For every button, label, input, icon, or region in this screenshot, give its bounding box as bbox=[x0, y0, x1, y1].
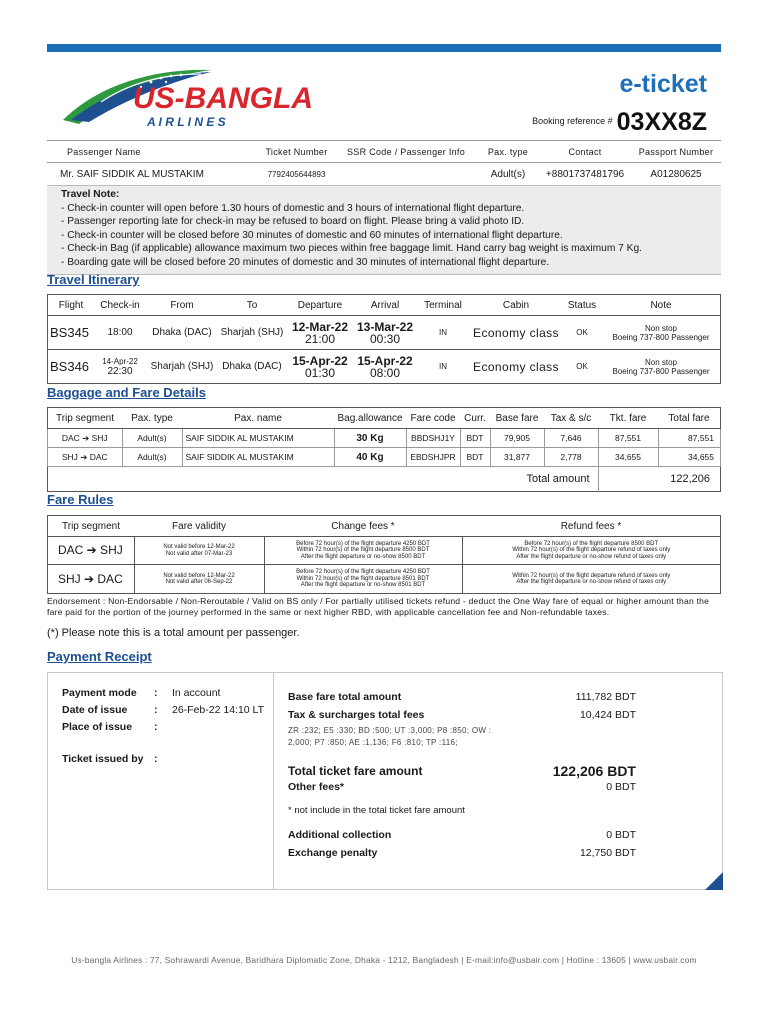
place-of-issue-row: Place of issue : bbox=[62, 721, 158, 733]
logo-wordmark: US-BANGLA bbox=[133, 82, 313, 115]
itinerary-title: Travel Itinerary bbox=[47, 272, 140, 287]
fare-code-header: Fare code bbox=[406, 408, 460, 429]
travel-note-line: - Check-in counter will open before 1.30 hours of domestic and 3 hours of international flight departure. bbox=[61, 202, 525, 214]
flight-note: Non stop Boeing 737-800 Passenger bbox=[612, 357, 710, 376]
rule-segment-header: Trip segment bbox=[48, 516, 135, 537]
refund-fees-header: Refund fees * bbox=[462, 516, 721, 537]
baggage-title: Baggage and Fare Details bbox=[47, 385, 206, 400]
arrival: 13-Mar-22 00:30 bbox=[354, 316, 416, 350]
baggage-row bbox=[48, 429, 721, 448]
ticket-fare: 34,655 bbox=[598, 448, 658, 467]
tax: 7,646 bbox=[544, 429, 598, 448]
trip-segment-header: Trip segment bbox=[48, 408, 123, 429]
refund-fees: Within 72 hour(s) of the flight departure refund of taxes only After the flight departure or no-show refund of taxes only bbox=[462, 565, 721, 594]
fare-validity-header: Fare validity bbox=[134, 516, 264, 537]
total-fare-header: Total fare bbox=[658, 408, 721, 429]
total-amount-label: Total amount bbox=[526, 473, 590, 485]
travel-note-title: Travel Note: bbox=[61, 189, 120, 200]
checkin-time: 14-Apr-22 22:30 bbox=[102, 356, 138, 377]
fare-code: EBDSHJPR bbox=[406, 448, 460, 467]
e-ticket-page bbox=[47, 44, 721, 859]
base-fare-header: Base fare bbox=[490, 408, 544, 429]
footer-contact: Us-bangla Airlines : 77, Sohrawardi Avenue, Baridhara Diplomatic Zone, Dhaka - 1212, Bangladesh | E-mail:info@usbair.com | Hotline : 13605 | www.usbair.com bbox=[71, 955, 697, 965]
status-header: Status bbox=[562, 295, 602, 316]
booking-reference-label: Booking reference # bbox=[532, 116, 613, 126]
rule-segment: SHJ ➔ DAC bbox=[48, 565, 135, 594]
travel-note-line: - Check-in Bag (if applicable) allowance maximum two pieces within free baggage limit. Hand carry bag weight is maximum 7 Kg. bbox=[61, 243, 642, 255]
bag-allowance-header: Bag.allowance bbox=[334, 408, 406, 429]
pax-name-header: Pax. name bbox=[182, 408, 334, 429]
flight-header: Flight bbox=[48, 295, 95, 316]
ticket-issued-by-row: Ticket issued by : bbox=[62, 753, 158, 765]
terminal-header: Terminal bbox=[416, 295, 470, 316]
payment-receipt-title: Payment Receipt bbox=[47, 649, 152, 664]
travel-note-line: - Boarding gate will be closed before 20 minutes of domestic and 30 minutes of international flight departure. bbox=[61, 256, 550, 268]
bag-allowance: 30 Kg bbox=[334, 429, 406, 448]
total-row bbox=[48, 467, 721, 492]
checkin-time: 18:00 bbox=[94, 316, 146, 350]
ticket-number-header: Ticket Number bbox=[258, 141, 335, 163]
arrival: 15-Apr-22 08:00 bbox=[357, 353, 413, 380]
cabin-header: Cabin bbox=[470, 295, 562, 316]
fare-rules-title: Fare Rules bbox=[47, 492, 114, 507]
fare-code: BBDSHJ1Y bbox=[406, 429, 460, 448]
status: OK bbox=[562, 316, 602, 350]
baggage-table bbox=[47, 407, 721, 492]
endorsement-text: Endorsement : Non-Endorsable / Non-Reroutable / Valid on BS only / For partially utilised tickets refund - deduct the One Way fare of equal or higher amount than the fare paid for the portion of the journey performed in the same or next higher RBD, with applicable cancellation fee and Non-refundable taxes. bbox=[47, 596, 710, 617]
trip-segment: DAC ➔ SHJ bbox=[48, 429, 123, 448]
base-fare: 31,877 bbox=[490, 448, 544, 467]
pax-type: Adult(s) bbox=[122, 429, 182, 448]
terminal: IN bbox=[439, 362, 447, 371]
currency-header: Curr. bbox=[460, 408, 490, 429]
from-header: From bbox=[146, 295, 218, 316]
total-fare: 34,655 bbox=[658, 448, 721, 467]
additional-collection-row: Additional collection 0 BDT bbox=[288, 829, 636, 841]
to-airport: Dhaka (DAC) bbox=[222, 361, 282, 372]
from-airport: Dhaka (DAC) bbox=[146, 316, 218, 350]
ticket-number: 7792405644893 bbox=[267, 169, 326, 179]
tax-breakdown: ZR :232; E5 :330; BD :500; UT :3,000; P8 :850; OW : 2,000; P7 :850; AE :1,136; F6 :810; TP :116; bbox=[288, 726, 492, 747]
fare-rule-row bbox=[48, 537, 721, 565]
note-header: Note bbox=[602, 295, 721, 316]
currency: BDT bbox=[460, 429, 490, 448]
ticket-fare-header: Tkt. fare bbox=[598, 408, 658, 429]
currency: BDT bbox=[460, 448, 490, 467]
payment-receipt bbox=[47, 672, 723, 890]
pax-type: Adult(s) bbox=[122, 448, 182, 467]
travel-note-line: - Passenger reporting late for check-in may be refused to board on flight. Please bring a valid photo ID. bbox=[61, 216, 525, 228]
ticket-fare: 87,551 bbox=[598, 429, 658, 448]
other-fees-note: * not include in the total ticket fare amount bbox=[288, 805, 465, 816]
cabin: Economy class bbox=[473, 359, 559, 374]
fare-rule-row bbox=[48, 565, 721, 594]
flight-note: Non stop Boeing 737-800 Passenger bbox=[602, 316, 721, 350]
departure: 15-Apr-22 01:30 bbox=[292, 353, 348, 380]
bag-allowance: 40 Kg bbox=[334, 448, 406, 467]
tax-total-row: Tax & surcharges total fees 10,424 BDT bbox=[288, 709, 636, 721]
pax-type: Adult(s) bbox=[490, 168, 526, 180]
trip-segment: SHJ ➔ DAC bbox=[48, 448, 123, 467]
itinerary-row bbox=[48, 350, 721, 384]
us-bangla-logo bbox=[61, 62, 361, 134]
passport-header: Passport Number bbox=[631, 141, 721, 163]
travel-note bbox=[47, 185, 721, 275]
pax-type-header: Pax. type bbox=[477, 141, 539, 163]
passport-number: A01280625 bbox=[650, 168, 702, 180]
passenger-name: Mr. SAIF SIDDIK AL MUSTAKIM bbox=[60, 168, 204, 180]
terminal: IN bbox=[416, 316, 470, 350]
checkin-header: Check-in bbox=[94, 295, 146, 316]
to-airport: Sharjah (SHJ) bbox=[218, 316, 286, 350]
change-fees: Before 72 hour(s) of the flight departure 4250 BDT Within 72 hour(s) of the flight departure 8500 BDT After the flight departure or no-show 8500 BDT bbox=[264, 537, 462, 565]
flight-number: BS345 bbox=[48, 316, 95, 350]
arrival-header: Arrival bbox=[354, 295, 416, 316]
base-fare-total-row: Base fare total amount 111,782 BDT bbox=[288, 691, 636, 703]
passenger-table bbox=[47, 140, 721, 185]
travel-note-line: - Check-in counter will be closed before 30 minutes of domestic and 60 minutes of international flight departure. bbox=[61, 229, 563, 241]
rule-segment: DAC ➔ SHJ bbox=[48, 537, 135, 565]
ssr-header: SSR Code / Passenger Info bbox=[335, 141, 477, 163]
flight-number: BS346 bbox=[50, 359, 90, 374]
base-fare: 79,905 bbox=[490, 429, 544, 448]
change-fees: Before 72 hour(s) of the flight departure 4250 BDT Within 72 hour(s) of the flight departure 8501 BDT After the flight departure or no-show 8501 BDT bbox=[264, 565, 462, 594]
receipt-corner-decoration bbox=[705, 872, 723, 890]
other-fees-row: Other fees* 0 BDT bbox=[288, 781, 636, 793]
top-accent-bar bbox=[47, 44, 721, 52]
document-title: e-ticket bbox=[619, 70, 707, 98]
to-header: To bbox=[218, 295, 286, 316]
tax-header: Tax & s/c bbox=[544, 408, 598, 429]
exchange-penalty-row: Exchange penalty 12,750 BDT bbox=[288, 847, 636, 859]
pax-type-header: Pax. type bbox=[122, 408, 182, 429]
itinerary-row bbox=[48, 316, 721, 350]
from-airport: Sharjah (SHJ) bbox=[150, 361, 214, 372]
logo-subtitle: A I R L I N E S bbox=[147, 115, 226, 129]
ssr-info bbox=[335, 163, 477, 186]
fare-validity: Not valid before 12-Mar-22 Not valid after 06-Sep-22 bbox=[134, 565, 264, 594]
total-fare: 87,551 bbox=[658, 429, 721, 448]
cabin: Economy class bbox=[470, 316, 562, 350]
payment-mode: In account bbox=[172, 687, 221, 699]
date-of-issue: 26-Feb-22 14:10 LT bbox=[172, 704, 265, 716]
departure-header: Departure bbox=[286, 295, 354, 316]
departure: 12-Mar-22 21:00 bbox=[286, 316, 354, 350]
change-fees-header: Change fees * bbox=[264, 516, 462, 537]
pax-name: SAIF SIDDIK AL MUSTAKIM bbox=[182, 429, 334, 448]
itinerary-table bbox=[47, 294, 721, 384]
fare-rules-table bbox=[47, 515, 721, 594]
baggage-row bbox=[48, 448, 721, 467]
passenger-name-header: Passenger Name bbox=[47, 141, 258, 163]
contact: +8801737481796 bbox=[545, 168, 625, 180]
date-of-issue-row: Date of issue : 26-Feb-22 14:10 LT bbox=[62, 704, 265, 716]
status: OK bbox=[576, 362, 588, 371]
tax: 2,778 bbox=[544, 448, 598, 467]
total-ticket-fare-row: Total ticket fare amount 122,206 BDT bbox=[288, 763, 636, 779]
refund-fees: Before 72 hour(s) of the flight departure 8500 BDT Within 72 hour(s) of the flight departure refund of taxes only After the flight departure or no-show refund of taxes only bbox=[462, 537, 721, 565]
booking-reference bbox=[532, 108, 707, 137]
total-amount-value: 122,206 bbox=[598, 467, 721, 492]
booking-reference-value: 03XX8Z bbox=[616, 108, 707, 136]
per-passenger-note: (*) Please note this is a total amount per passenger. bbox=[47, 627, 300, 639]
contact-header: Contact bbox=[539, 141, 631, 163]
receipt-issue-info bbox=[48, 673, 274, 889]
payment-mode-row: Payment mode : In account bbox=[62, 687, 221, 699]
ticket-header bbox=[47, 52, 721, 140]
fare-validity: Not valid before 12-Mar-22 Not valid after 07-Mar-23 bbox=[134, 537, 264, 565]
pax-name: SAIF SIDDIK AL MUSTAKIM bbox=[182, 448, 334, 467]
